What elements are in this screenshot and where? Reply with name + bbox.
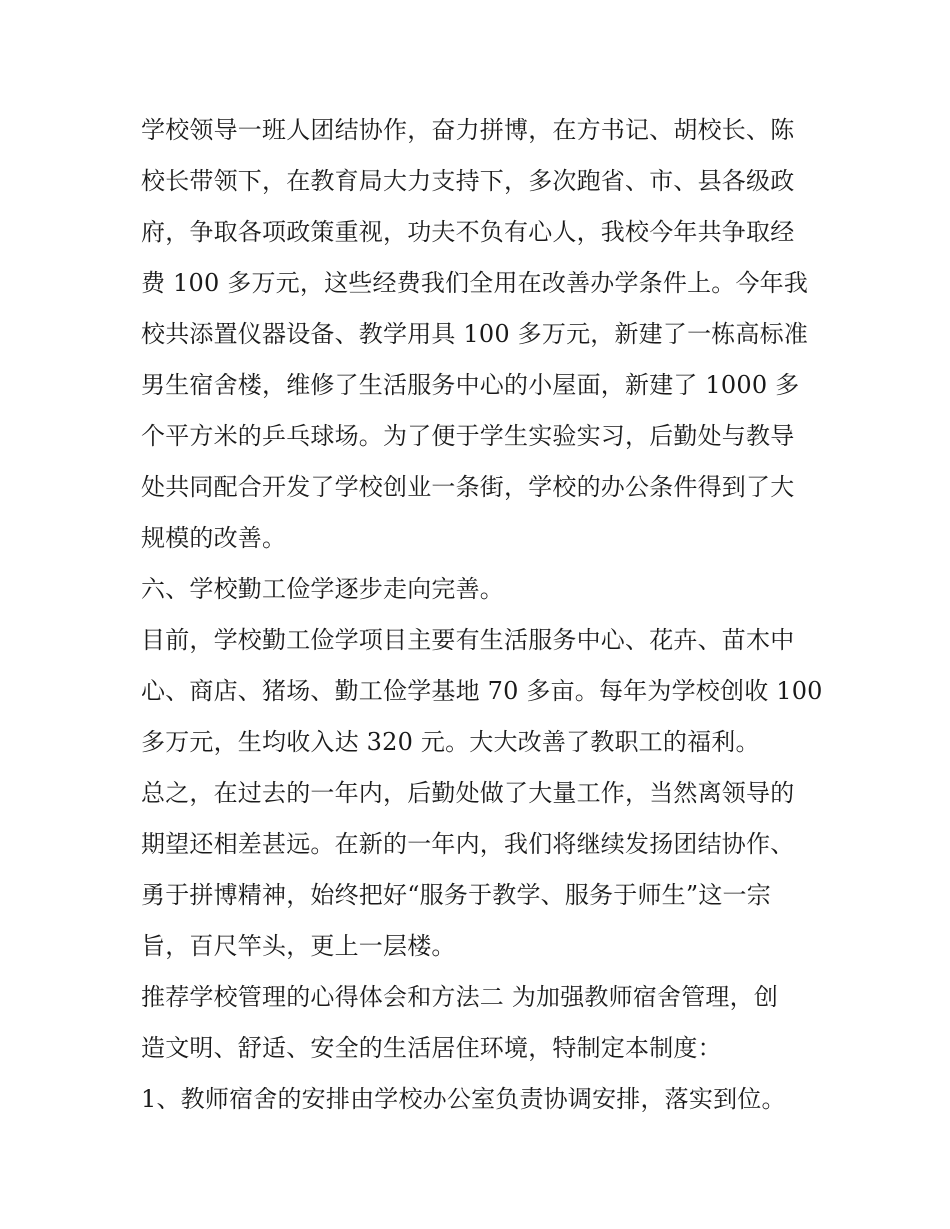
paragraph-line: 多万元，生均收入达 320 元。大大改善了教职工的福利。 [141, 728, 760, 756]
paragraph-line: 处共同配合开发了学校创业一条街，学校的办公条件得到了大 [141, 473, 795, 501]
paragraph-line: 校长带领下，在教育局大力支持下，多次跑省、市、县各级政 [141, 167, 795, 195]
paragraph-line: 个平方米的乒乓球场。为了便于学生实验实习，后勤处与教导 [141, 422, 795, 450]
paragraph-line: 学校领导一班人团结协作，奋力拼博，在方书记、胡校长、陈 [141, 116, 795, 144]
paragraph-line: 推荐学校管理的心得体会和方法二 为加强教师宿舍管理，创 [141, 983, 779, 1011]
paragraph-line: 旨，百尺竿头，更上一层楼。 [141, 932, 456, 960]
paragraph-line: 心、商店、猪场、勤工俭学基地 70 多亩。每年为学校创收 100 [141, 677, 823, 705]
paragraph-line: 校共添置仪器设备、教学用具 100 多万元，新建了一栋高标准 [141, 320, 809, 348]
document-body [141, 105, 831, 1125]
paragraph-line: 期望还相差甚远。在新的一年内，我们将继续发扬团结协作、 [141, 830, 795, 858]
paragraph-line: 造文明、舒适、安全的生活居住环境，特制定本制度： [141, 1034, 722, 1062]
paragraph-line: 勇于拼博精神，始终把好“服务于教学、服务于师生”这一宗 [141, 881, 771, 909]
paragraph-line: 男生宿舍楼，维修了生活服务中心的小屋面，新建了 1000 多 [141, 371, 800, 399]
section-heading: 六、学校勤工俭学逐步走向完善。 [141, 575, 504, 603]
list-item: 1、教师宿舍的安排由学校办公室负责协调安排，落实到位。 [141, 1085, 786, 1113]
paragraph-line: 府，争取各项政策重视，功夫不负有心人，我校今年共争取经 [141, 218, 795, 246]
paragraph-line: 目前，学校勤工俭学项目主要有生活服务中心、花卉、苗木中 [141, 626, 795, 654]
paragraph-line: 规模的改善。 [141, 524, 287, 552]
paragraph-line: 费 100 多万元，这些经费我们全用在改善办学条件上。今年我 [141, 269, 809, 297]
paragraph-line: 总之，在过去的一年内，后勤处做了大量工作，当然离领导的 [141, 779, 795, 807]
